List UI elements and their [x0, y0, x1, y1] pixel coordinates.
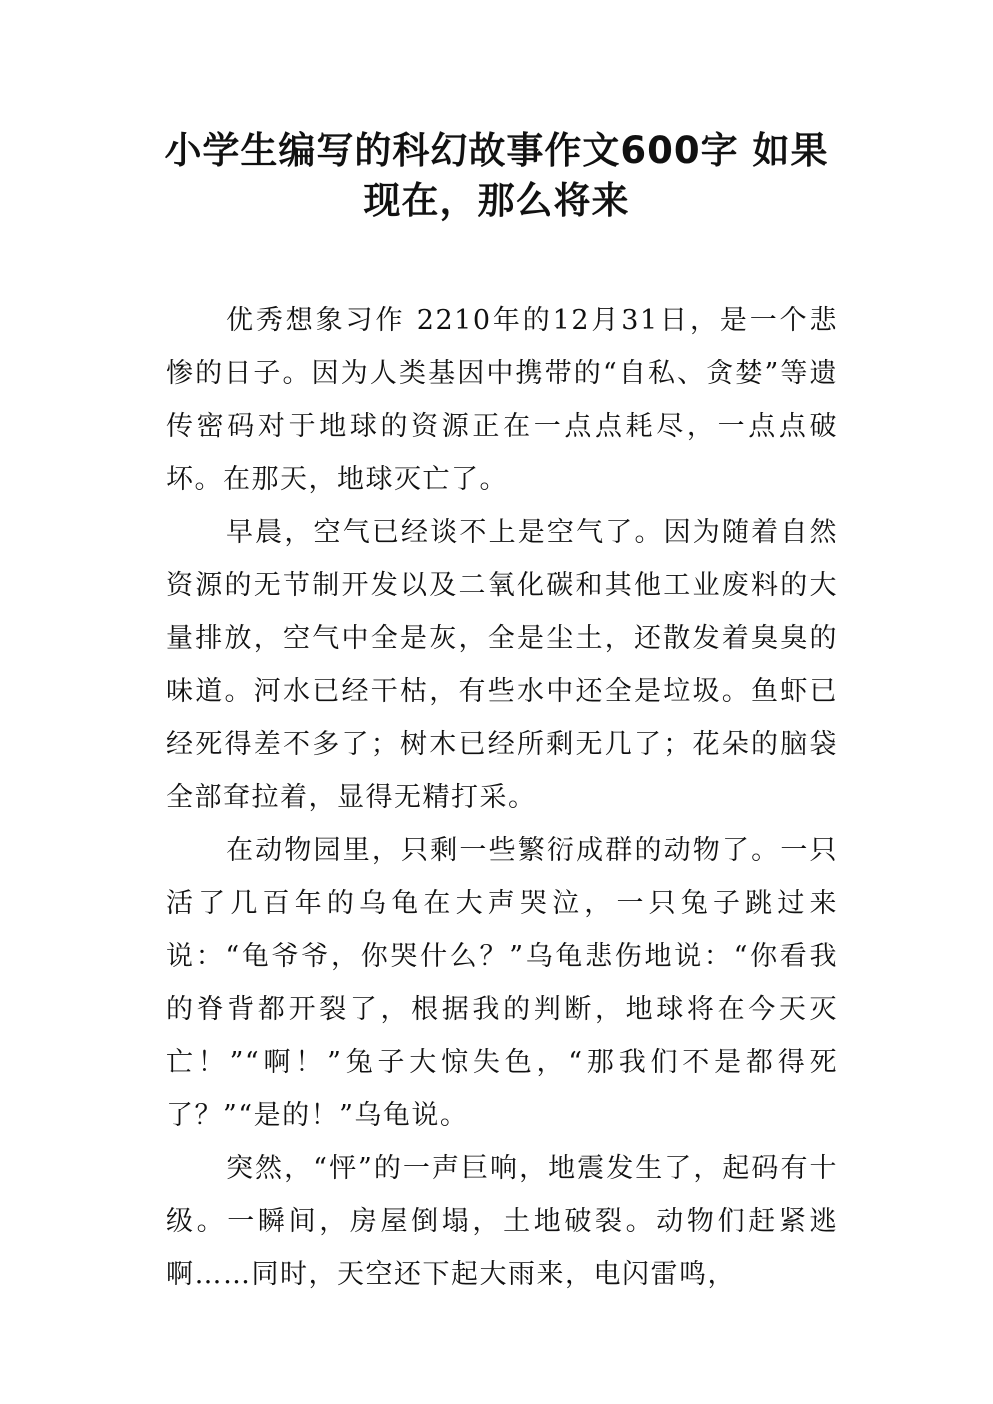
document-title: 小学生编写的科幻故事作文600字 如果现在，那么将来 — [164, 129, 829, 222]
document-body — [166, 294, 838, 1301]
paragraph-4: 突然，“怦”的一声巨响，地震发生了，起码有十级。一瞬间，房屋倒塌，土地破裂。动物们赶紧逃啊……同时，天空还下起大雨来，电闪雷鸣， — [166, 1153, 838, 1290]
paragraph-3: 在动物园里，只剩一些繁衍成群的动物了。一只活了几百年的乌龟在大声哭泣，一只兔子跳过来说：“龟爷爷，你哭什么？”乌龟悲伤地说：“你看我的脊背都开裂了，根据我的判断，地球将在今天灭亡！”“啊！”兔子大惊失色，“那我们不是都得死了？”“是的！”乌龟说。 — [166, 835, 838, 1131]
paragraph-2: 早晨，空气已经谈不上是空气了。因为随着自然资源的无节制开发以及二氧化碳和其他工业废料的大量排放，空气中全是灰，全是尘土，还散发着臭臭的味道。河水已经干枯，有些水中还全是垃圾。鱼虾已经死得差不多了；树木已经所剩无几了；花朵的脑袋全部耷拉着，显得无精打采。 — [166, 517, 838, 813]
paragraph-1: 优秀想象习作 2210年的12月31日，是一个悲惨的日子。因为人类基因中携带的“自私、贪婪”等遗传密码对于地球的资源正在一点点耗尽，一点点破坏。在那天，地球灭亡了。 — [166, 305, 838, 495]
